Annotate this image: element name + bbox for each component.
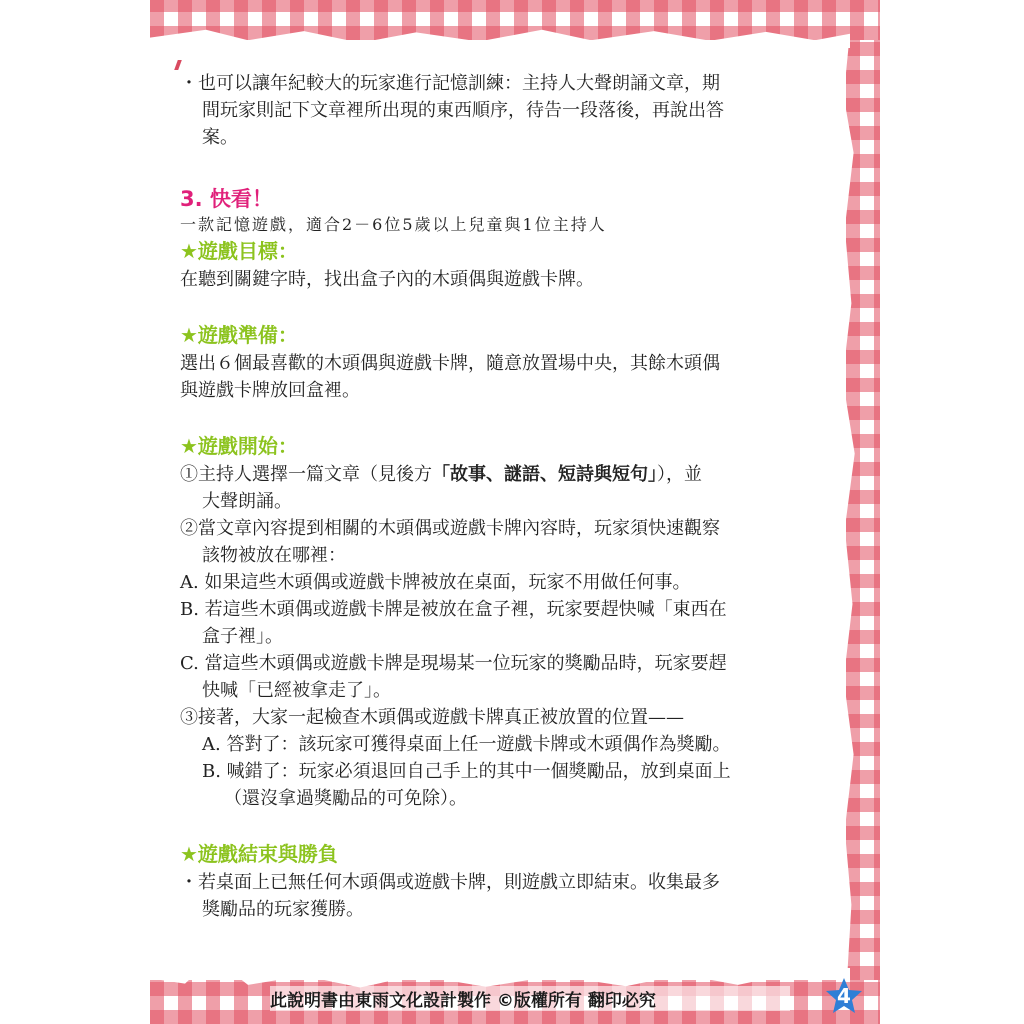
document-body — [180, 70, 820, 923]
end-line-1: ・若桌面上已無任何木頭偶或遊戲卡牌，則遊戲立即結束。收集最多 — [180, 872, 720, 893]
end-heading: ★遊戲結束與勝負 — [180, 842, 338, 866]
intro-line-1: 也可以讓年紀較大的玩家進行記憶訓練：主持人大聲朗誦文章，期 — [198, 73, 720, 94]
step-3-option-b-line-2: （還沒拿過獎勵品的可免除）。 — [224, 788, 467, 809]
intro-line-2: 間玩家則記下文章裡所出現的東西順序，待告一段落後，再說出答 — [202, 100, 724, 121]
footer-pre: 此說明書由 — [270, 991, 355, 1011]
step-3-line-1: ③接著，大家一起檢查木頭偶或遊戲卡牌真正被放置的位置—— — [180, 707, 684, 728]
end-line-2: 獎勵品的玩家獲勝。 — [202, 899, 364, 920]
section-subtitle: 一款記憶遊戲，適合2－6位5歲以上兒童與1位主持人 — [180, 215, 607, 234]
publisher-name: 東雨文化 — [355, 991, 423, 1011]
step-1-line-1 — [180, 461, 820, 488]
option-a: A. 如果這些木頭偶或遊戲卡牌被放在桌面，玩家不用做任何事。 — [180, 572, 691, 593]
right-gingham-border — [846, 40, 880, 980]
step-3-option-b-line-1: B. 喊錯了：玩家必須退回自己手上的其中一個獎勵品，放到桌面上 — [202, 761, 731, 782]
footer-post: 設計製作 ©版權所有 翻印必究 — [423, 991, 656, 1011]
goal-heading: ★遊戲目標： — [180, 239, 298, 263]
option-c-line-1: C. 當這些木頭偶或遊戲卡牌是現場某一位玩家的獎勵品時，玩家要趕 — [180, 653, 727, 674]
intro-paragraph — [180, 70, 820, 151]
prep-line-2: 與遊戲卡牌放回盒裡。 — [180, 380, 360, 401]
section-title: 3. 快看！ — [180, 187, 273, 211]
step-2-line-2: 該物被放在哪裡： — [202, 545, 346, 566]
step-1-line-2: 大聲朗誦。 — [202, 491, 292, 512]
start-heading: ★遊戲開始： — [180, 434, 298, 458]
step-1-reference: 「故事、謎語、短詩與短句」 — [432, 464, 657, 485]
intro-line-3: 案。 — [202, 127, 238, 148]
goal-text: 在聽到關鍵字時，找出盒子內的木頭偶與遊戲卡牌。 — [180, 269, 594, 290]
step-1-post: ），並 — [657, 464, 702, 485]
step-3-option-a: A. 答對了：該玩家可獲得桌面上任一遊戲卡牌或木頭偶作為獎勵。 — [202, 734, 731, 755]
bullet: ・ — [180, 73, 198, 94]
prep-line-1: 選出６個最喜歡的木頭偶與遊戲卡牌，隨意放置場中央，其餘木頭偶 — [180, 353, 720, 374]
prep-heading: ★遊戲準備： — [180, 323, 298, 347]
step-2-line-1: ②當文章內容提到相關的木頭偶或遊戲卡牌內容時，玩家須快速觀察 — [180, 518, 720, 539]
page-number: 4 — [837, 984, 851, 1008]
step-1-pre: ①主持人選擇一篇文章（見後方 — [180, 464, 432, 485]
option-b-line-2: 盒子裡」。 — [202, 626, 283, 647]
copyright-footer — [270, 986, 790, 1011]
option-c-line-2: 快喊「已經被拿走了」。 — [202, 680, 391, 701]
corner-mark — [174, 60, 182, 70]
option-b-line-1: B. 若這些木頭偶或遊戲卡牌是被放在盒子裡，玩家要趕快喊「東西在 — [180, 599, 727, 620]
